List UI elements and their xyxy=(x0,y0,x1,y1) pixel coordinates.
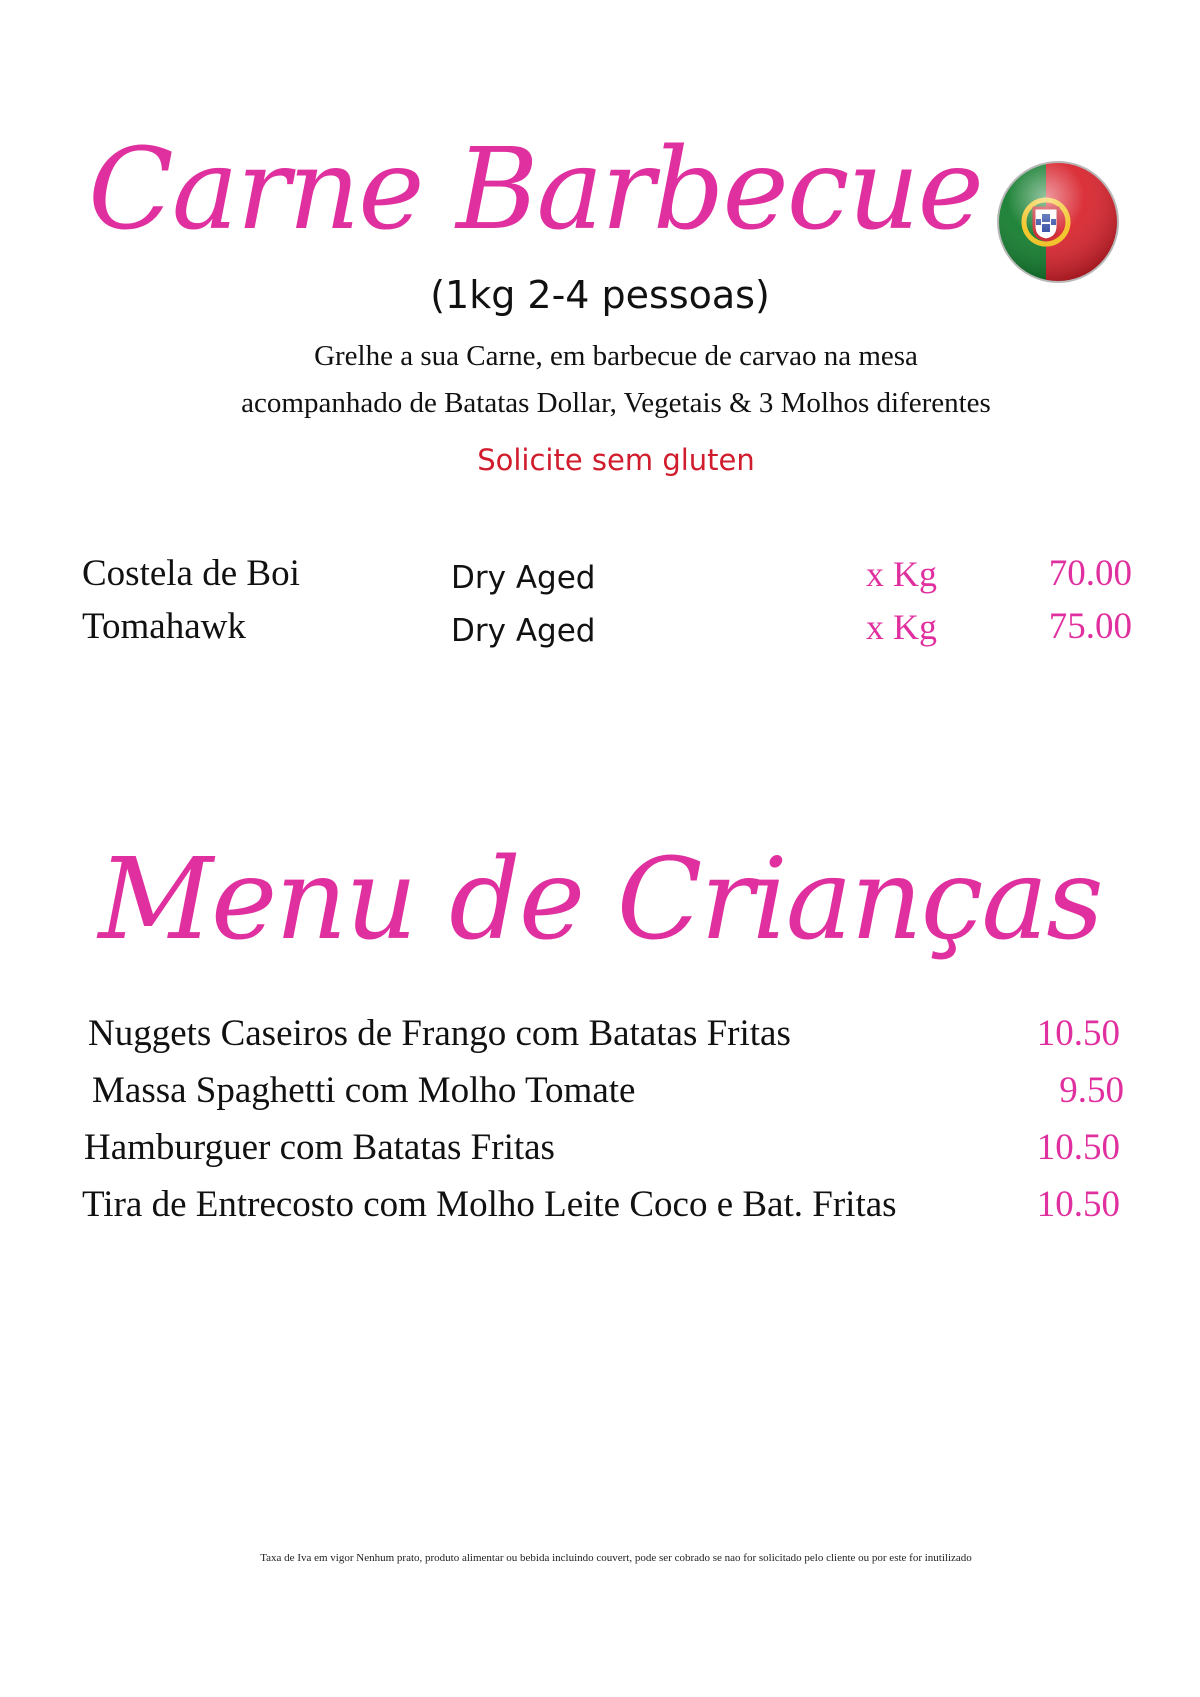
bbq-item-price: 70.00 xyxy=(1048,553,1132,594)
tax-disclaimer: Taxa de Iva em vigor Nenhum prato, produto alimentar ou bebida incluindo couvert, pode ser cobrado se nao for solicitado pelo cliente ou por este for inutilizado xyxy=(260,1552,972,1564)
bbq-item-unit: x Kg xyxy=(866,607,937,647)
kids-menu-row xyxy=(0,1120,1200,1176)
bbq-menu-row xyxy=(0,548,1200,600)
kids-item-name: Massa Spaghetti com Molho Tomate xyxy=(92,1070,636,1111)
bbq-description-line2: acompanhado de Batatas Dollar, Vegetais & 3 Molhos diferentes xyxy=(241,387,991,419)
bbq-item-type: Dry Aged xyxy=(451,560,596,596)
kids-item-price: 10.50 xyxy=(1036,1184,1120,1225)
bbq-subtitle: (1kg 2-4 pessoas) xyxy=(430,273,770,317)
kids-menu-row xyxy=(0,1006,1200,1062)
bbq-item-price: 75.00 xyxy=(1048,606,1132,647)
kids-item-price: 9.50 xyxy=(1059,1070,1124,1111)
bbq-menu-row xyxy=(0,601,1200,653)
kids-menu-title: Menu de Crianças xyxy=(98,835,1102,965)
kids-item-name: Tira de Entrecosto com Molho Leite Coco e Bat. Fritas xyxy=(82,1184,897,1225)
kids-item-name: Nuggets Caseiros de Frango com Batatas Fritas xyxy=(88,1013,791,1054)
kids-item-name: Hamburguer com Batatas Fritas xyxy=(84,1127,555,1168)
gluten-free-note: Solicite sem gluten xyxy=(477,443,755,477)
bbq-item-unit: x Kg xyxy=(866,554,937,594)
bbq-description-line1: Grelhe a sua Carne, em barbecue de carvao na mesa xyxy=(314,340,918,372)
kids-menu-row xyxy=(0,1177,1200,1233)
bbq-item-name: Costela de Boi xyxy=(82,553,300,594)
portugal-flag-icon xyxy=(996,160,1120,284)
kids-item-price: 10.50 xyxy=(1036,1127,1120,1168)
bbq-item-name: Tomahawk xyxy=(82,606,246,647)
kids-item-price: 10.50 xyxy=(1036,1013,1120,1054)
bbq-title: Carne Barbecue xyxy=(88,125,982,255)
bbq-item-type: Dry Aged xyxy=(451,613,596,649)
kids-menu-row xyxy=(0,1063,1200,1119)
